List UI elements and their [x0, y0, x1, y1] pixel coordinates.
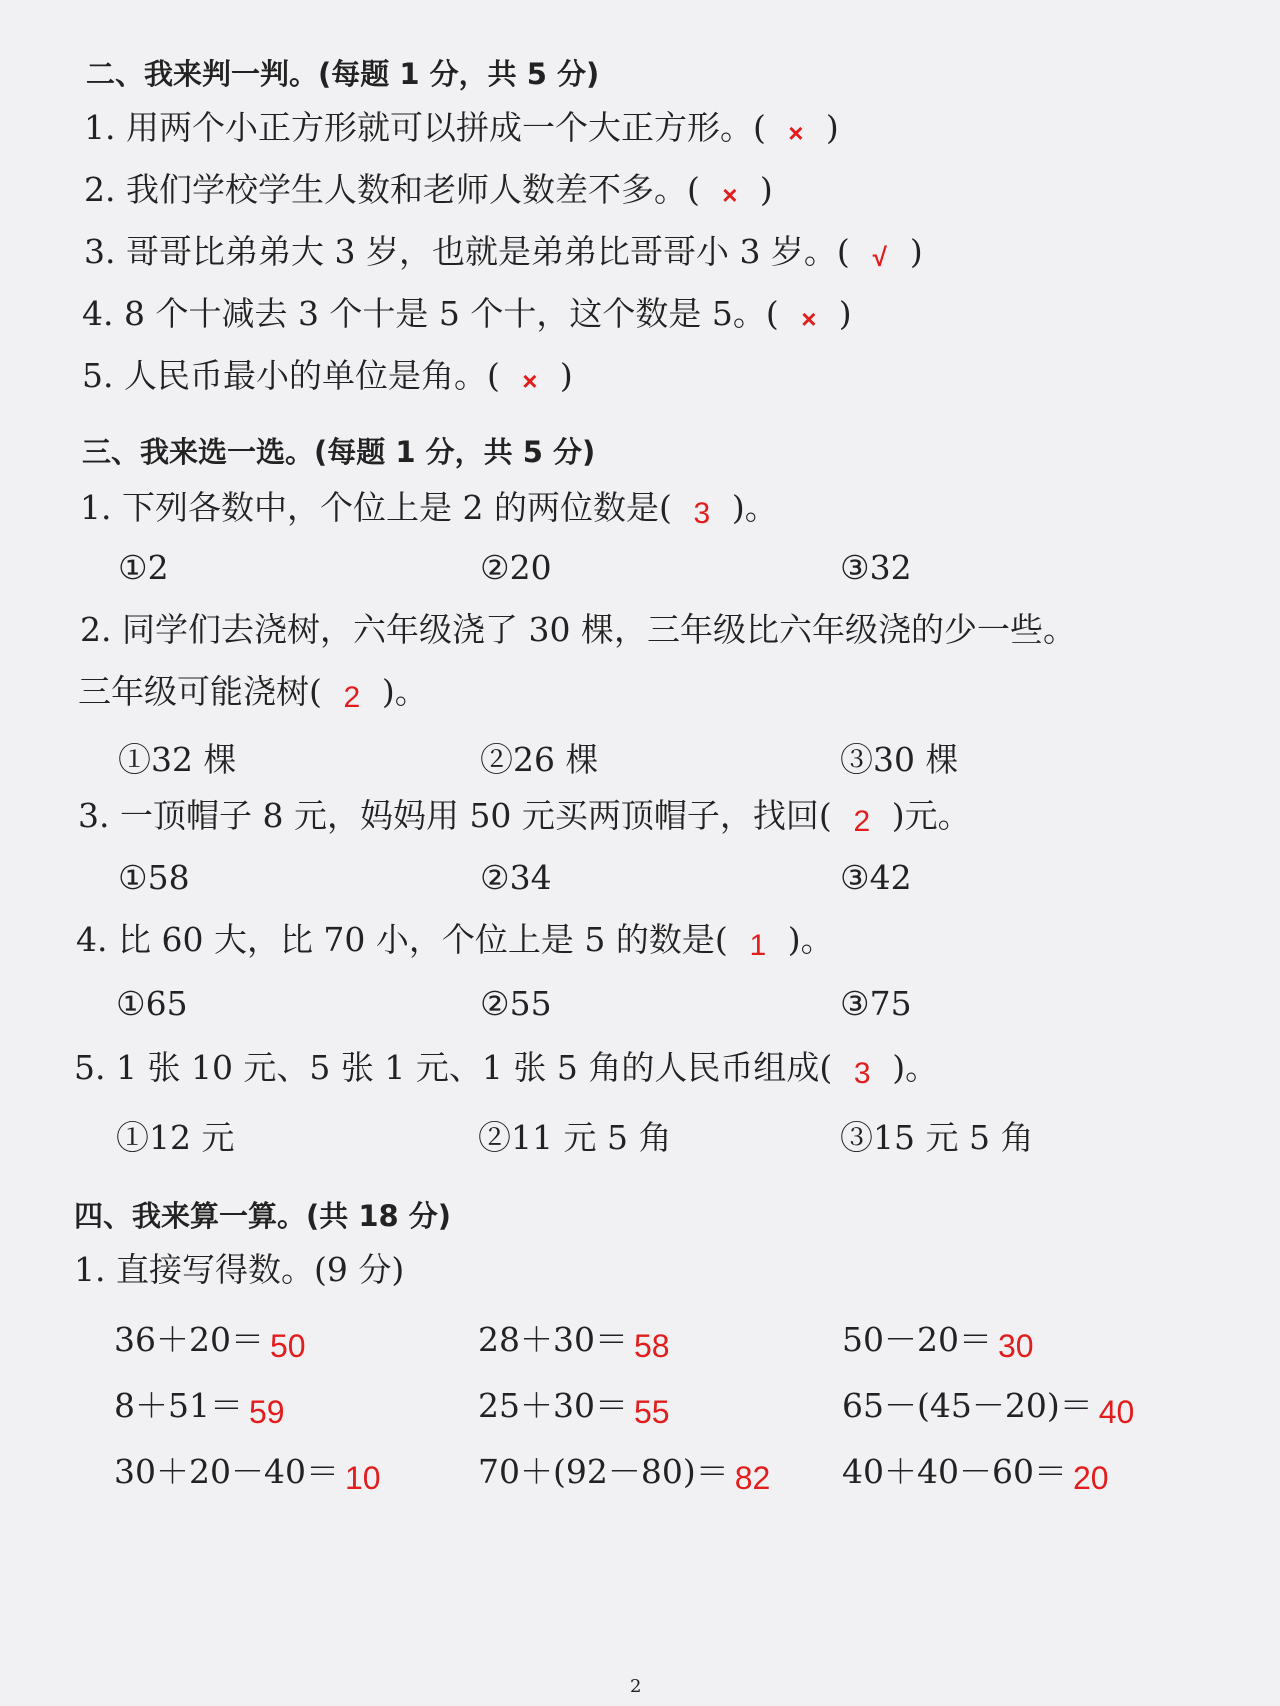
choice-q2-close: )。	[381, 672, 428, 711]
choice-q3-answer: 2	[853, 805, 871, 838]
judge-item-1-text: 1. 用两个小正方形就可以拼成一个大正方形。(	[84, 108, 766, 147]
calc-1-result: 50	[269, 1328, 306, 1364]
judge-item-4-close: )	[838, 294, 852, 333]
choice-q2	[78, 672, 428, 718]
judge-item-5	[82, 356, 573, 401]
judge-item-1	[84, 108, 839, 153]
calc-3-expr: 50－20＝	[842, 1320, 992, 1359]
judge-item-5-answer: ×	[522, 366, 538, 396]
calc-4-expr: 8＋51＝	[114, 1386, 243, 1425]
calc-8-result: 82	[734, 1460, 771, 1496]
calc-2-expr: 28＋30＝	[478, 1320, 628, 1359]
choice-q3-option-1: ①58	[118, 858, 190, 897]
calc-1	[114, 1314, 306, 1365]
judge-item-3-text: 3. 哥哥比弟弟大 3 岁，也就是弟弟比哥哥小 3 岁。(	[84, 232, 850, 271]
choice-q3-close: )元。	[891, 796, 971, 835]
choice-q2-option-1: ①32 棵	[118, 740, 237, 779]
choice-q4-text: 4. 比 60 大，比 70 小，个位上是 5 的数是(	[76, 920, 728, 959]
calc-6-expr: 65－(45－20)＝	[842, 1386, 1093, 1425]
choice-q2-line1: 2. 同学们去浇树，六年级浇了 30 棵，三年级比六年级浇的少一些。	[80, 610, 1076, 649]
calc-2	[478, 1314, 670, 1365]
calc-6	[842, 1380, 1134, 1431]
choice-q5-text: 5. 1 张 10 元、5 张 1 元、1 张 5 角的人民币组成(	[74, 1048, 833, 1087]
judge-item-2-answer: ×	[722, 180, 738, 210]
section-2-title: 二、我来判一判。(每题 1 分，共 5 分)	[86, 57, 600, 91]
calc-4-result: 59	[249, 1394, 285, 1430]
calc-6-result: 40	[1098, 1394, 1135, 1430]
choice-q4-option-3: ③75	[840, 984, 912, 1023]
calc-9-expr: 40＋40－60＝	[842, 1452, 1067, 1491]
choice-q4	[76, 920, 834, 966]
choice-q5-option-2: ②11 元 5 角	[478, 1118, 672, 1157]
choice-q5-close: )。	[892, 1048, 939, 1087]
calc-2-result: 58	[633, 1328, 670, 1364]
choice-q5-answer: 3	[853, 1057, 871, 1090]
judge-item-1-close: )	[825, 108, 839, 147]
judge-item-4	[82, 294, 852, 339]
page-number: 2	[630, 1676, 642, 1697]
choice-q1-text: 1. 下列各数中，个位上是 2 的两位数是(	[80, 488, 672, 527]
calc-9	[842, 1446, 1109, 1497]
section-4-title: 四、我来算一算。(共 18 分)	[74, 1199, 452, 1233]
choice-q4-option-2: ②55	[480, 984, 552, 1023]
choice-q1-answer: 3	[693, 497, 711, 530]
choice-q1-close: )。	[731, 488, 778, 527]
judge-item-3	[84, 232, 923, 277]
calc-3	[842, 1314, 1034, 1365]
judge-item-3-close: )	[909, 232, 923, 271]
judge-item-2	[84, 170, 773, 215]
choice-q5-option-3: ③15 元 5 角	[840, 1118, 1034, 1157]
choice-q2-text: 三年级可能浇树(	[78, 672, 322, 711]
choice-q3-option-3: ③42	[840, 858, 912, 897]
choice-q5-option-1: ①12 元	[116, 1118, 235, 1157]
calc-5-result: 55	[633, 1394, 670, 1430]
judge-item-4-text: 4. 8 个十减去 3 个十是 5 个十，这个数是 5。(	[82, 294, 779, 333]
judge-item-5-close: )	[559, 356, 573, 395]
choice-q4-option-1: ①65	[116, 984, 188, 1023]
choice-q2-option-3: ③30 棵	[840, 740, 959, 779]
calc-8	[478, 1446, 770, 1497]
choice-q1-option-2: ②20	[480, 548, 552, 587]
calc-7-result: 10	[344, 1460, 381, 1496]
choice-q2-option-2: ②26 棵	[480, 740, 599, 779]
choice-q2-answer: 2	[343, 681, 361, 714]
choice-q3	[78, 796, 971, 842]
choice-q4-close: )。	[787, 920, 834, 959]
judge-item-2-close: )	[759, 170, 773, 209]
choice-q3-option-2: ②34	[480, 858, 552, 897]
calc-1-expr: 36＋20＝	[114, 1320, 264, 1359]
choice-q5	[74, 1048, 938, 1094]
choice-q4-answer: 1	[749, 929, 767, 962]
choice-q1-option-1: ①2	[118, 548, 169, 587]
calc-4	[114, 1380, 285, 1431]
calc-8-expr: 70＋(92－80)＝	[478, 1452, 729, 1491]
calc-5	[478, 1380, 670, 1431]
calc-7-expr: 30＋20－40＝	[114, 1452, 339, 1491]
section-3-title: 三、我来选一选。(每题 1 分，共 5 分)	[82, 435, 596, 469]
calc-7	[114, 1446, 381, 1497]
choice-q1	[80, 488, 778, 534]
calc-5-expr: 25＋30＝	[478, 1386, 628, 1425]
calc-3-result: 30	[997, 1328, 1034, 1364]
judge-item-5-text: 5. 人民币最小的单位是角。(	[82, 356, 500, 395]
calc-9-result: 20	[1072, 1460, 1109, 1496]
judge-item-2-text: 2. 我们学校学生人数和老师人数差不多。(	[84, 170, 700, 209]
judge-item-1-answer: ×	[788, 118, 804, 148]
judge-item-4-answer: ×	[801, 304, 817, 334]
choice-q1-option-3: ③32	[840, 548, 912, 587]
choice-q3-text: 3. 一顶帽子 8 元，妈妈用 50 元买两顶帽子，找回(	[78, 796, 832, 835]
calc-sub-1-title: 1. 直接写得数。(9 分)	[74, 1250, 405, 1289]
judge-item-3-answer: √	[872, 242, 887, 272]
